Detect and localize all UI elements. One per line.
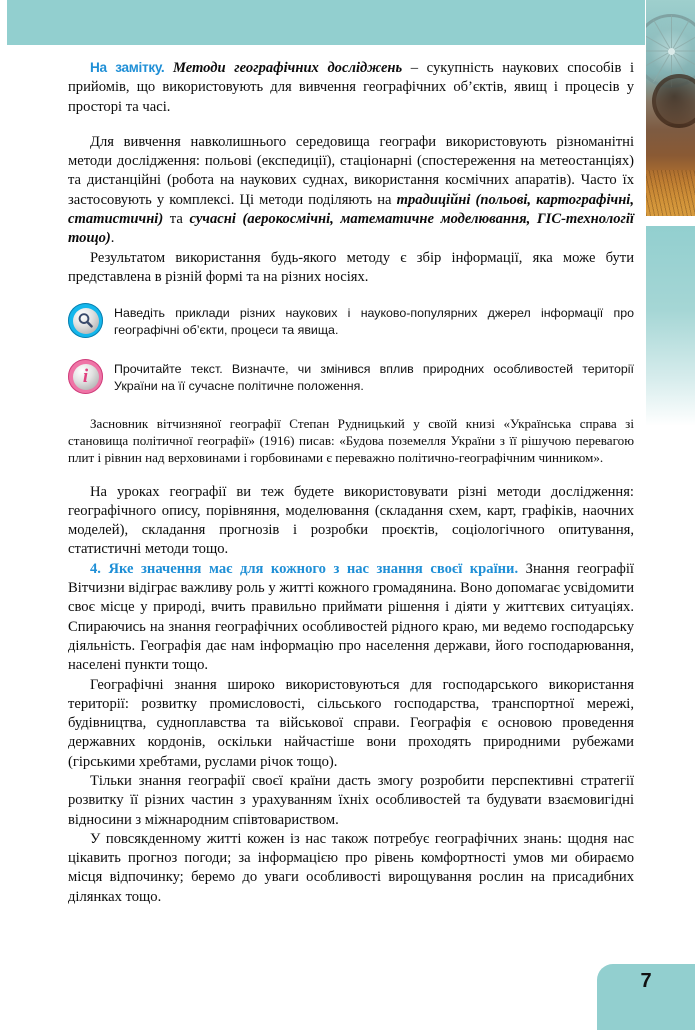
note-block xyxy=(68,58,634,117)
paragraph-result: Результатом використання будь-якого методу є збір інформації, яка може бути представлена в різній формі та на різних носіях. xyxy=(68,249,634,285)
page-number: 7 xyxy=(640,970,652,992)
paragraph-rudnytskyi-quote: Засновник вітчизняної географії Степан Рудницький у своїй книзі «Українська справа зі становища політичної географії» (1916) писав: «Будова поземелля України з її рішучою перевагою плит і рівнин над верховинами і горбовинами є переважно політично-географічним чинником». xyxy=(68,416,634,466)
margin-teal-band xyxy=(646,226,695,426)
note-tag: На замітку. xyxy=(90,60,165,75)
section-heading-4: 4. Яке значення має для кожного з нас знання своєї країни. xyxy=(90,560,519,577)
paragraph-methods-period: . xyxy=(110,230,115,247)
info-icon xyxy=(68,359,103,394)
info-icon-letter: i xyxy=(82,366,89,388)
paragraph-methods-conjunction: та xyxy=(163,211,190,228)
magnifier-icon-disc xyxy=(73,308,99,334)
callout-task-read-text: Прочитайте текст. Визначте, чи змінився вплив природних особливостей території України на її сучасне політичне положення. xyxy=(114,362,634,393)
paragraph-lesson-methods: На уроках географії ви теж будете використовувати різні методи дослідження: географічного опису, порівняння, моделювання (складання схем, карт, графіків, наочних моделей), складання прогнозів і розробки проєктів, соціологічного опитування, статистичні методи тощо. xyxy=(68,483,634,558)
info-icon-disc xyxy=(73,364,99,390)
note-term: Методи географічних досліджень xyxy=(172,60,403,76)
paragraph-methods-part-a: Для вивчення навколишнього середовища географи використовують різноманітні методи дослідження: польові (експедиції), стаціонарні (спостереження на метеостанціях) та дистанційні (робота на наукових суднах, використання космічних апаратів). Часто їх застосовують у комплексі. Ці методи поділяють на xyxy=(68,133,634,208)
spacer xyxy=(68,117,634,133)
paragraph-methods xyxy=(68,133,634,249)
spacer xyxy=(68,467,634,483)
callout-task-read xyxy=(68,359,634,399)
paragraph-section-4-body: Знання географії Вітчизни відіграє важливу роль у житті кожного громадянина. Воно допомагає усвідомити своє місце у природі, вчить правильно приймати рішення і діяти у життєвих ситуаціях. Спираючись на знання географічних особливостей рідного краю, ми ведемо господарську діяльність. Географія дає нам інформацію про населення держави, його господарювання, населені пункти тощо. xyxy=(68,560,634,674)
callout-task-examples-text: Наведіть приклади різних наукових і науково-популярних джерел інформації про географічні об’єкти, процеси та явища. xyxy=(114,306,634,337)
page-content-column xyxy=(68,0,634,907)
spacer xyxy=(68,399,634,415)
paragraph-economic-use: Географічні знання широко використовуються для господарського використання території: розвитку промисловості, сільського господарства, транспортної мережі, будівництва, судноплавства та військової справи. Географія є основою проведення державних кордонів, оскільки найчастіше вони проходять природними рубежами (гірськими хребтами, руслами річок тощо). xyxy=(68,676,634,770)
paragraph-everyday-life: У повсякденному житті кожен із нас також потребує географічних знань: щодня нас цікавить прогноз погоди; за інформацією про рівень комфортності умов ми обираємо місця відпочинку; беремо до уваги особливості вирощування рослин на присадибних ділянках тощо. xyxy=(68,830,634,905)
emphasis-modern-methods: сучасні (аерокосмічні, математичне моделювання, ГІС-технології тощо) xyxy=(68,211,634,247)
margin-photo-compass-wheel xyxy=(646,0,695,216)
magnifier-icon xyxy=(68,303,103,338)
paragraph-section-4 xyxy=(68,560,634,676)
photo-foreground-grass xyxy=(646,170,695,216)
paragraph-strategies: Тільки знання географії своєї країни дасть змогу розробити перспективні стратегії розвитку її різних частин з урахуванням їхніх особливостей та будувати взаємовигідні відносини з міжнародним співтовариством. xyxy=(68,773,634,828)
emphasis-traditional-methods: традиційні (польові, картографічні, статистичні) xyxy=(68,191,635,228)
callout-task-examples xyxy=(68,303,634,343)
note-body: – сукупність наукових способів і прийомів, що використовують для вивчення географічних об’єктів, явищ і процесів у просторі та часі. xyxy=(68,60,635,115)
